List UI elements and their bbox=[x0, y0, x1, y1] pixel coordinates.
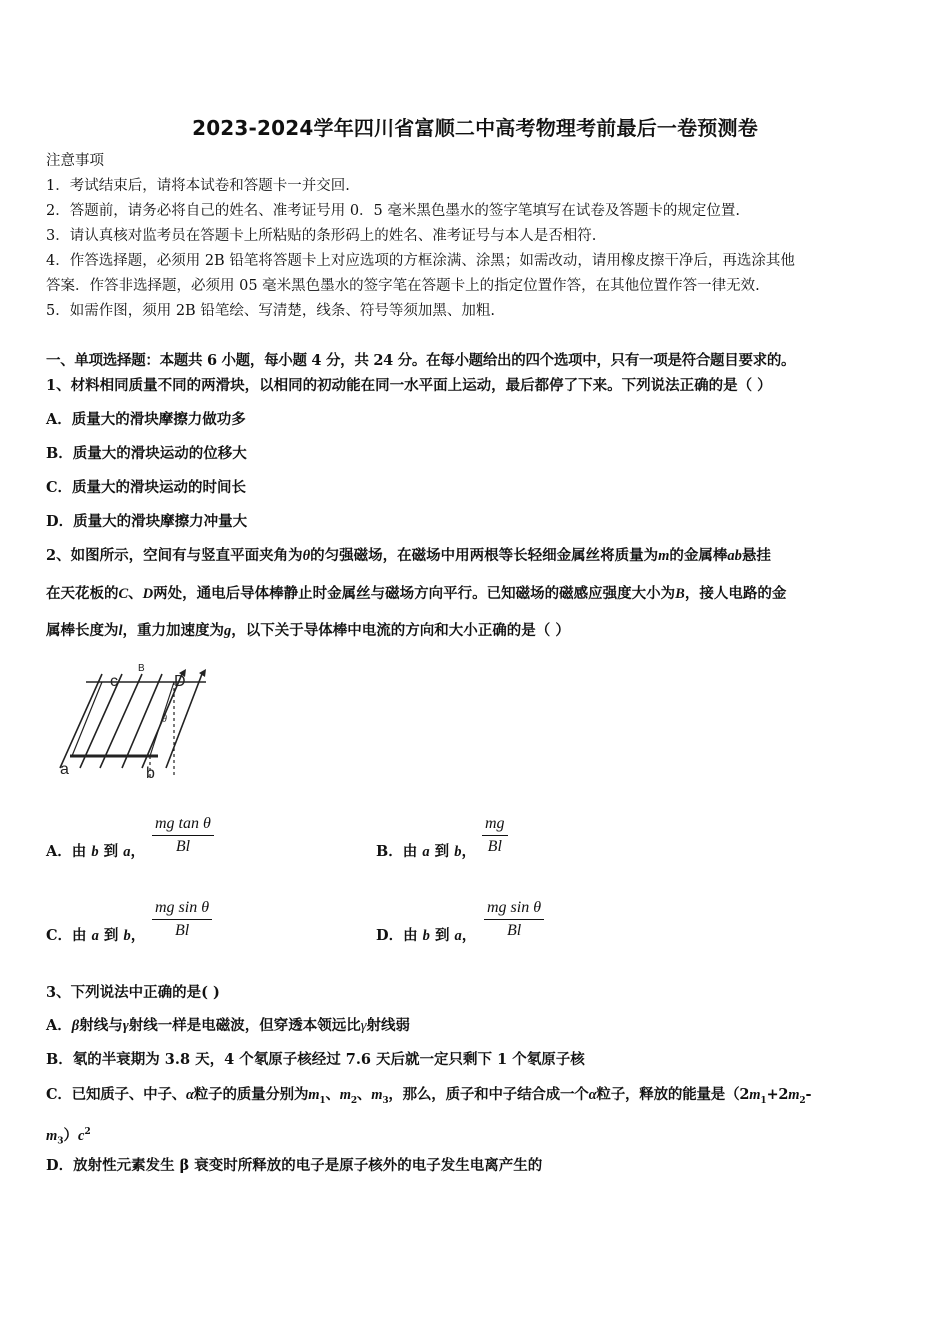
q2-option-a: A．由 b 到 a， bbox=[46, 843, 145, 860]
q3-option-c: C．已知质子、中子、α粒子的质量分别为$m_1$、$m_2$、$m_3$，那么，质子和中子结合成一个α粒子，释放的能量是（$2m_1+2m_2-$ bbox=[46, 1086, 812, 1106]
q1-stem: 1、材料相同质量不同的两滑块，以相同的初动能在同一水平面上运动，最后都停了下来。下列说法正确的是（ ） bbox=[46, 377, 772, 394]
wire-c bbox=[72, 682, 102, 756]
notice-item-4-cont: 答案．作答非选择题，必须用 05 毫米黑色墨水的签字笔在答题卡上的指定位置作答，在其他位置作答一律无效. bbox=[46, 278, 760, 294]
q3-option-c-cont: $m_3)c^2$ bbox=[46, 1126, 91, 1147]
notice-item-1: 1．考试结束后，请将本试卷和答题卡一并交回. bbox=[46, 178, 350, 194]
q3-option-a: A．β射线与γ射线一样是电磁波，但穿透本领远比γ射线弱 bbox=[46, 1017, 410, 1034]
q2-stem-line2: 在天花板的C、D两处，通电后导体棒静止时金属丝与磁场方向平行。已知磁场的磁感应强度大小为B，接人电路的金 bbox=[46, 585, 787, 602]
q3-option-d: D．放射性元素发生 β 衰变时所释放的电子是原子核外的电子发生电离产生的 bbox=[46, 1157, 543, 1174]
section-heading: 一、单项选择题：本题共 6 小题，每小题 4 分，共 24 分。在每小题给出的四个选项中，只有一项是符合题目要求的。 bbox=[46, 352, 796, 369]
field-line bbox=[122, 674, 162, 768]
label-a: a bbox=[60, 761, 69, 778]
q2-option-a-fraction: $\frac{\text{mg tan θ}}{Bl}$ bbox=[152, 813, 214, 858]
q2-option-d-fraction: $\frac{\text{mg sin θ}}{Bl}$ bbox=[484, 897, 544, 942]
field-line bbox=[60, 674, 102, 768]
label-B: B bbox=[138, 663, 145, 674]
q2-option-b: B．由 a 到 b， bbox=[376, 843, 476, 860]
q1-option-b: B．质量大的滑块运动的位移大 bbox=[46, 445, 247, 462]
label-d: D bbox=[174, 673, 186, 690]
page-title: 2023-2024学年四川省富顺二中高考物理考前最后一卷预测卷 bbox=[192, 116, 758, 140]
arrow-head bbox=[199, 669, 206, 677]
q2-option-c: C．由 a 到 b， bbox=[46, 927, 146, 944]
q1-option-c: C．质量大的滑块运动的时间长 bbox=[46, 479, 247, 496]
notice-item-2: 2．答题前，请务必将自己的姓名、准考证号用 0．5 毫米黑色墨水的签字笔填写在试卷及答题卡的规定位置. bbox=[46, 203, 740, 219]
notice-item-3: 3．请认真核对监考员在答题卡上所粘贴的条形码上的姓名、准考证号与本人是否相符. bbox=[46, 228, 597, 244]
q2-option-c-fraction: $\frac{\text{mg sin θ}}{Bl}$ bbox=[152, 897, 212, 942]
q2-stem-line1: 2、如图所示，空间有与竖直平面夹角为θ的匀强磁场，在磁场中用两根等长轻细金属丝将质量为m的金属棒ab悬挂 bbox=[46, 547, 771, 564]
q1-option-d: D．质量大的滑块摩擦力冲量大 bbox=[46, 513, 248, 530]
label-c: c bbox=[110, 673, 118, 690]
notice-heading: 注意事项 bbox=[46, 153, 104, 169]
q2-option-b-fraction: $\frac{mg}{Bl}$ bbox=[482, 813, 508, 858]
q3-option-b: B．氡的半衰期为 3.8 天，4 个氡原子核经过 7.6 天后就一定只剩下 1 个氡原子核 bbox=[46, 1051, 585, 1068]
q3-stem: 3、下列说法中正确的是( ) bbox=[46, 984, 220, 1001]
field-line bbox=[100, 674, 142, 768]
label-theta: θ bbox=[162, 714, 167, 725]
q2-stem-line3: 属棒长度为l，重力加速度为g，以下关于导体棒中电流的方向和大小正确的是（ ） bbox=[46, 622, 570, 639]
magnetic-field-figure bbox=[46, 660, 216, 785]
label-b: b bbox=[146, 765, 155, 782]
q1-option-a: A．质量大的滑块摩擦力做功多 bbox=[46, 411, 246, 428]
notice-item-4: 4．作答选择题，必须用 2B 铅笔将答题卡上对应选项的方框涂满、涂黑；如需改动，请用橡皮擦干净后，再选涂其他 bbox=[46, 253, 795, 269]
q2-option-d: D．由 b 到 a， bbox=[376, 927, 477, 944]
notice-item-5: 5．如需作图，须用 2B 铅笔绘、写清楚，线条、符号等须加黑、加粗. bbox=[46, 303, 495, 319]
